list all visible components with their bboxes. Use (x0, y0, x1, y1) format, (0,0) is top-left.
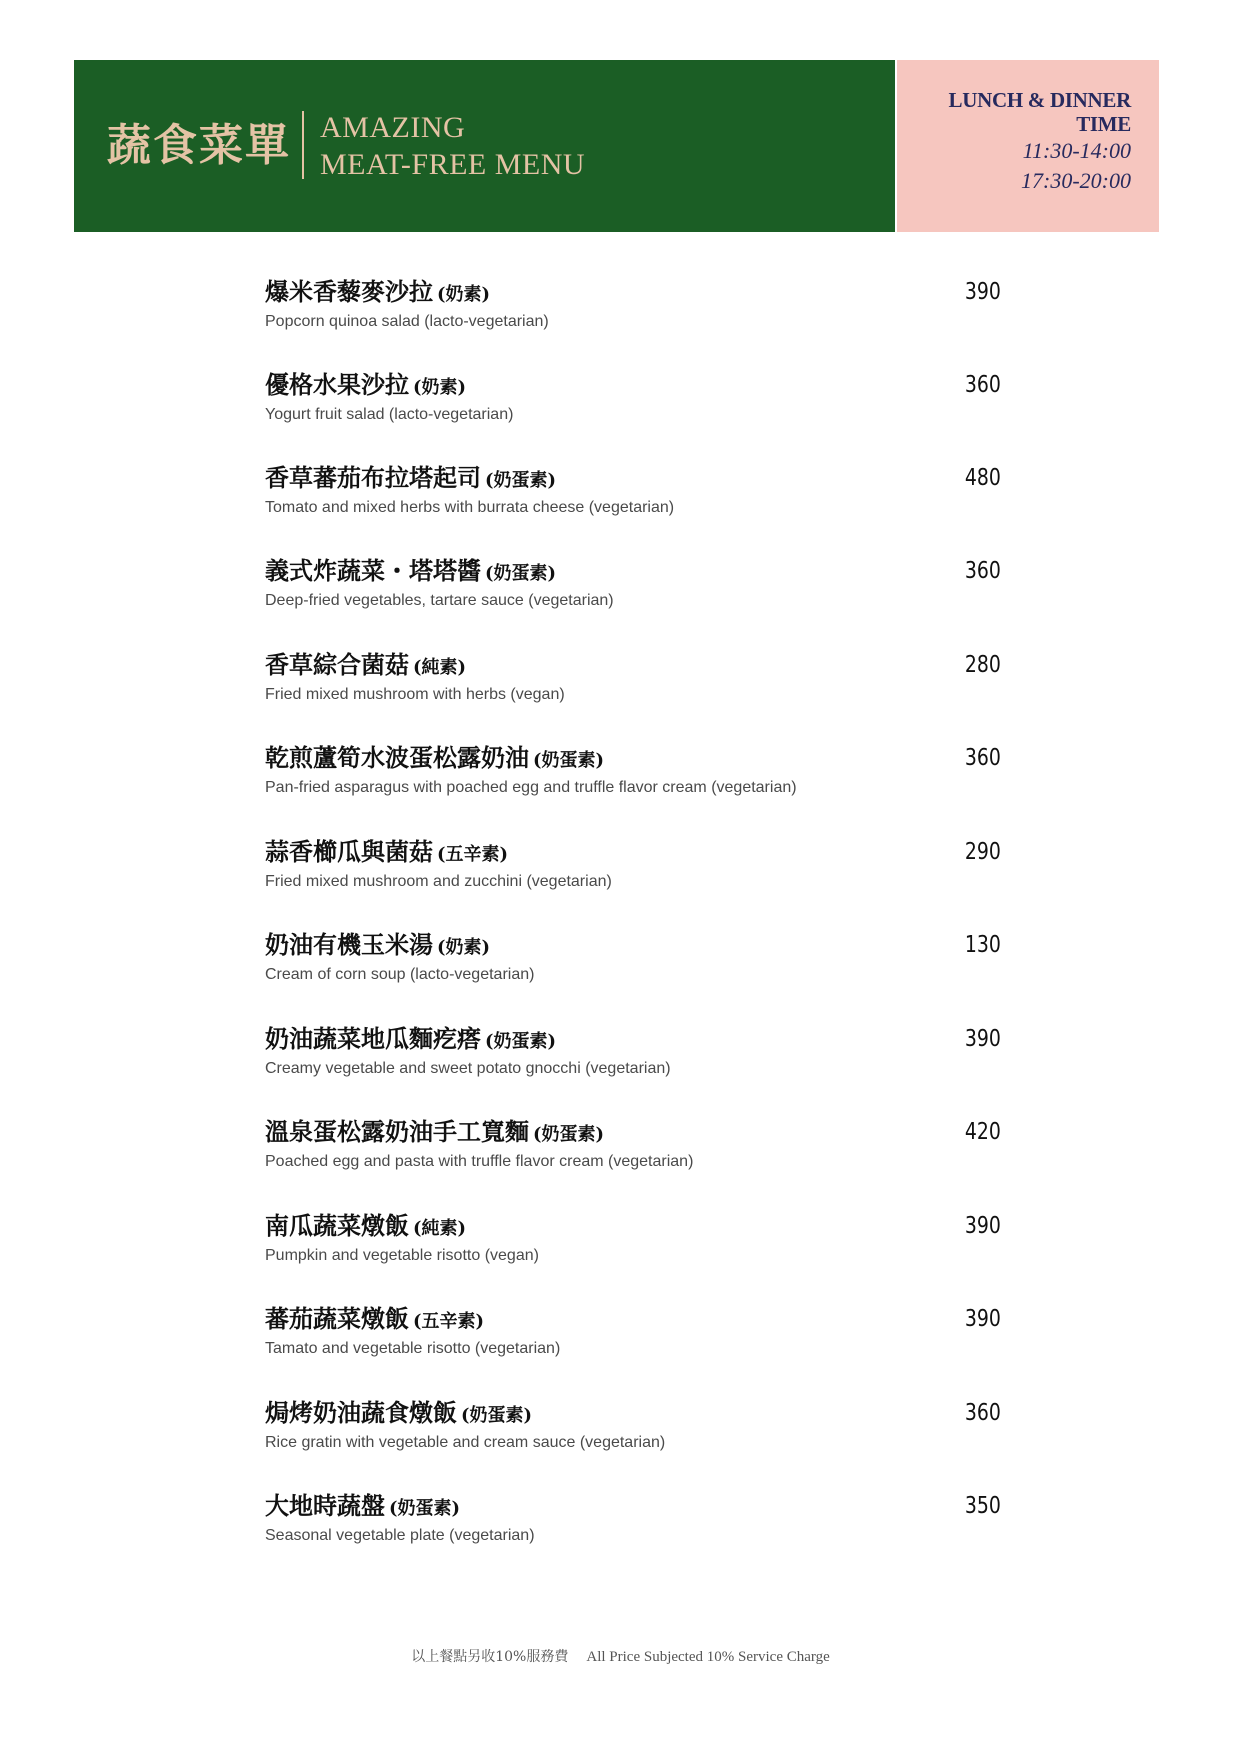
dish-name: 蕃茄蔬菜燉飯 (五辛素) (265, 1304, 485, 1333)
dish-name: 蒜香櫛瓜與菌菇 (五辛素) (265, 837, 509, 866)
menu-title-line-2: MEAT-FREE MENU (320, 148, 586, 181)
dish-description: Seasonal vegetable plate (vegetarian) (265, 1527, 535, 1544)
menu-item (265, 648, 1005, 718)
menu-title-line-1: AMAZING (320, 111, 466, 144)
hours-label-line-2: TIME (1076, 112, 1131, 136)
dish-description: Popcorn quinoa salad (lacto-vegetarian) (265, 313, 549, 330)
service-charge-zh: 以上餐點另收10%服務費 (411, 1649, 569, 1665)
title-divider (302, 111, 304, 179)
dish-name: 爆米香藜麥沙拉 (奶素) (265, 277, 491, 306)
menu-title-english (320, 109, 585, 183)
dish-description: Creamy vegetable and sweet potato gnocchi (vegetarian) (265, 1060, 671, 1077)
dish-name: 乾煎蘆筍水波蛋松露奶油 (奶蛋素) (265, 743, 605, 772)
dish-description: Deep-fried vegetables, tartare sauce (vegetarian) (265, 592, 614, 609)
diet-tag: (奶蛋素) (533, 750, 605, 771)
menu-item (265, 1022, 1005, 1092)
dish-description: Pumpkin and vegetable risotto (vegan) (265, 1247, 539, 1264)
dish-description: Cream of corn soup (lacto-vegetarian) (265, 966, 535, 983)
menu-item (265, 275, 1005, 345)
dish-price: 360 (964, 372, 1001, 398)
menu-item (265, 1489, 1005, 1559)
diet-tag: (五辛素) (437, 844, 509, 865)
diet-tag: (奶蛋素) (485, 563, 557, 584)
diet-tag: (奶蛋素) (461, 1405, 533, 1426)
hours-label-line-1: LUNCH & DINNER (948, 88, 1131, 112)
dish-name: 義式炸蔬菜・塔塔醬 (奶蛋素) (265, 556, 557, 585)
dish-price: 350 (964, 1493, 1001, 1519)
menu-item (265, 368, 1005, 438)
dish-name: 大地時蔬盤 (奶蛋素) (265, 1491, 461, 1520)
diet-tag: (奶素) (413, 377, 467, 398)
dish-description: Fried mixed mushroom and zucchini (vegetarian) (265, 873, 612, 890)
dish-price: 390 (964, 1306, 1001, 1332)
dish-name: 香草蕃茄布拉塔起司 (奶蛋素) (265, 463, 557, 492)
diet-tag: (奶蛋素) (533, 1124, 605, 1145)
dish-price: 280 (964, 652, 1001, 678)
dish-description: Pan-fried asparagus with poached egg and truffle flavor cream (vegetarian) (265, 779, 797, 796)
dish-price: 360 (964, 745, 1001, 771)
dish-price: 390 (964, 1026, 1001, 1052)
dish-price: 130 (964, 932, 1001, 958)
dish-price: 360 (964, 558, 1001, 584)
diet-tag: (純素) (413, 1218, 467, 1239)
dish-description: Yogurt fruit salad (lacto-vegetarian) (265, 406, 514, 423)
dish-description: Tamato and vegetable risotto (vegetarian) (265, 1340, 561, 1357)
dish-price: 480 (964, 465, 1001, 491)
dish-description: Poached egg and pasta with truffle flavor cream (vegetarian) (265, 1153, 694, 1170)
opening-hours (949, 88, 1131, 196)
service-charge-note (0, 1647, 1241, 1667)
menu-title-chinese: 蔬食菜單 (107, 120, 291, 171)
menu-item (265, 554, 1005, 624)
dish-name: 南瓜蔬菜燉飯 (純素) (265, 1211, 467, 1240)
diet-tag: (五辛素) (413, 1311, 485, 1332)
service-charge-en: All Price Subjected 10% Service Charge (586, 1649, 830, 1665)
diet-tag: (奶素) (437, 284, 491, 305)
dish-name: 焗烤奶油蔬食燉飯 (奶蛋素) (265, 1398, 533, 1427)
menu-item (265, 928, 1005, 998)
dish-description: Fried mixed mushroom with herbs (vegan) (265, 686, 565, 703)
menu-item (265, 1302, 1005, 1372)
diet-tag: (奶蛋素) (485, 470, 557, 491)
dish-price: 420 (964, 1119, 1001, 1145)
menu-item (265, 741, 1005, 811)
dish-price: 390 (964, 1213, 1001, 1239)
dinner-hours: 17:30-20:00 (1021, 168, 1131, 193)
dish-name: 溫泉蛋松露奶油手工寬麵 (奶蛋素) (265, 1117, 605, 1146)
dish-price: 360 (964, 1400, 1001, 1426)
dish-name: 優格水果沙拉 (奶素) (265, 370, 467, 399)
dish-name: 奶油蔬菜地瓜麵疙瘩 (奶蛋素) (265, 1024, 557, 1053)
diet-tag: (純素) (413, 657, 467, 678)
dish-price: 390 (964, 279, 1001, 305)
dish-name: 香草綜合菌菇 (純素) (265, 650, 467, 679)
diet-tag: (奶蛋素) (389, 1498, 461, 1519)
menu-item (265, 1115, 1005, 1185)
menu-item (265, 1209, 1005, 1279)
dish-price: 290 (964, 839, 1001, 865)
menu-item (265, 835, 1005, 905)
dish-name: 奶油有機玉米湯 (奶素) (265, 930, 491, 959)
dish-description: Tomato and mixed herbs with burrata cheese (vegetarian) (265, 499, 675, 516)
dish-description: Rice gratin with vegetable and cream sauce (vegetarian) (265, 1434, 666, 1451)
menu-item (265, 1396, 1005, 1466)
menu-item (265, 461, 1005, 531)
lunch-hours: 11:30-14:00 (1022, 138, 1131, 163)
diet-tag: (奶蛋素) (485, 1031, 557, 1052)
diet-tag: (奶素) (437, 937, 491, 958)
